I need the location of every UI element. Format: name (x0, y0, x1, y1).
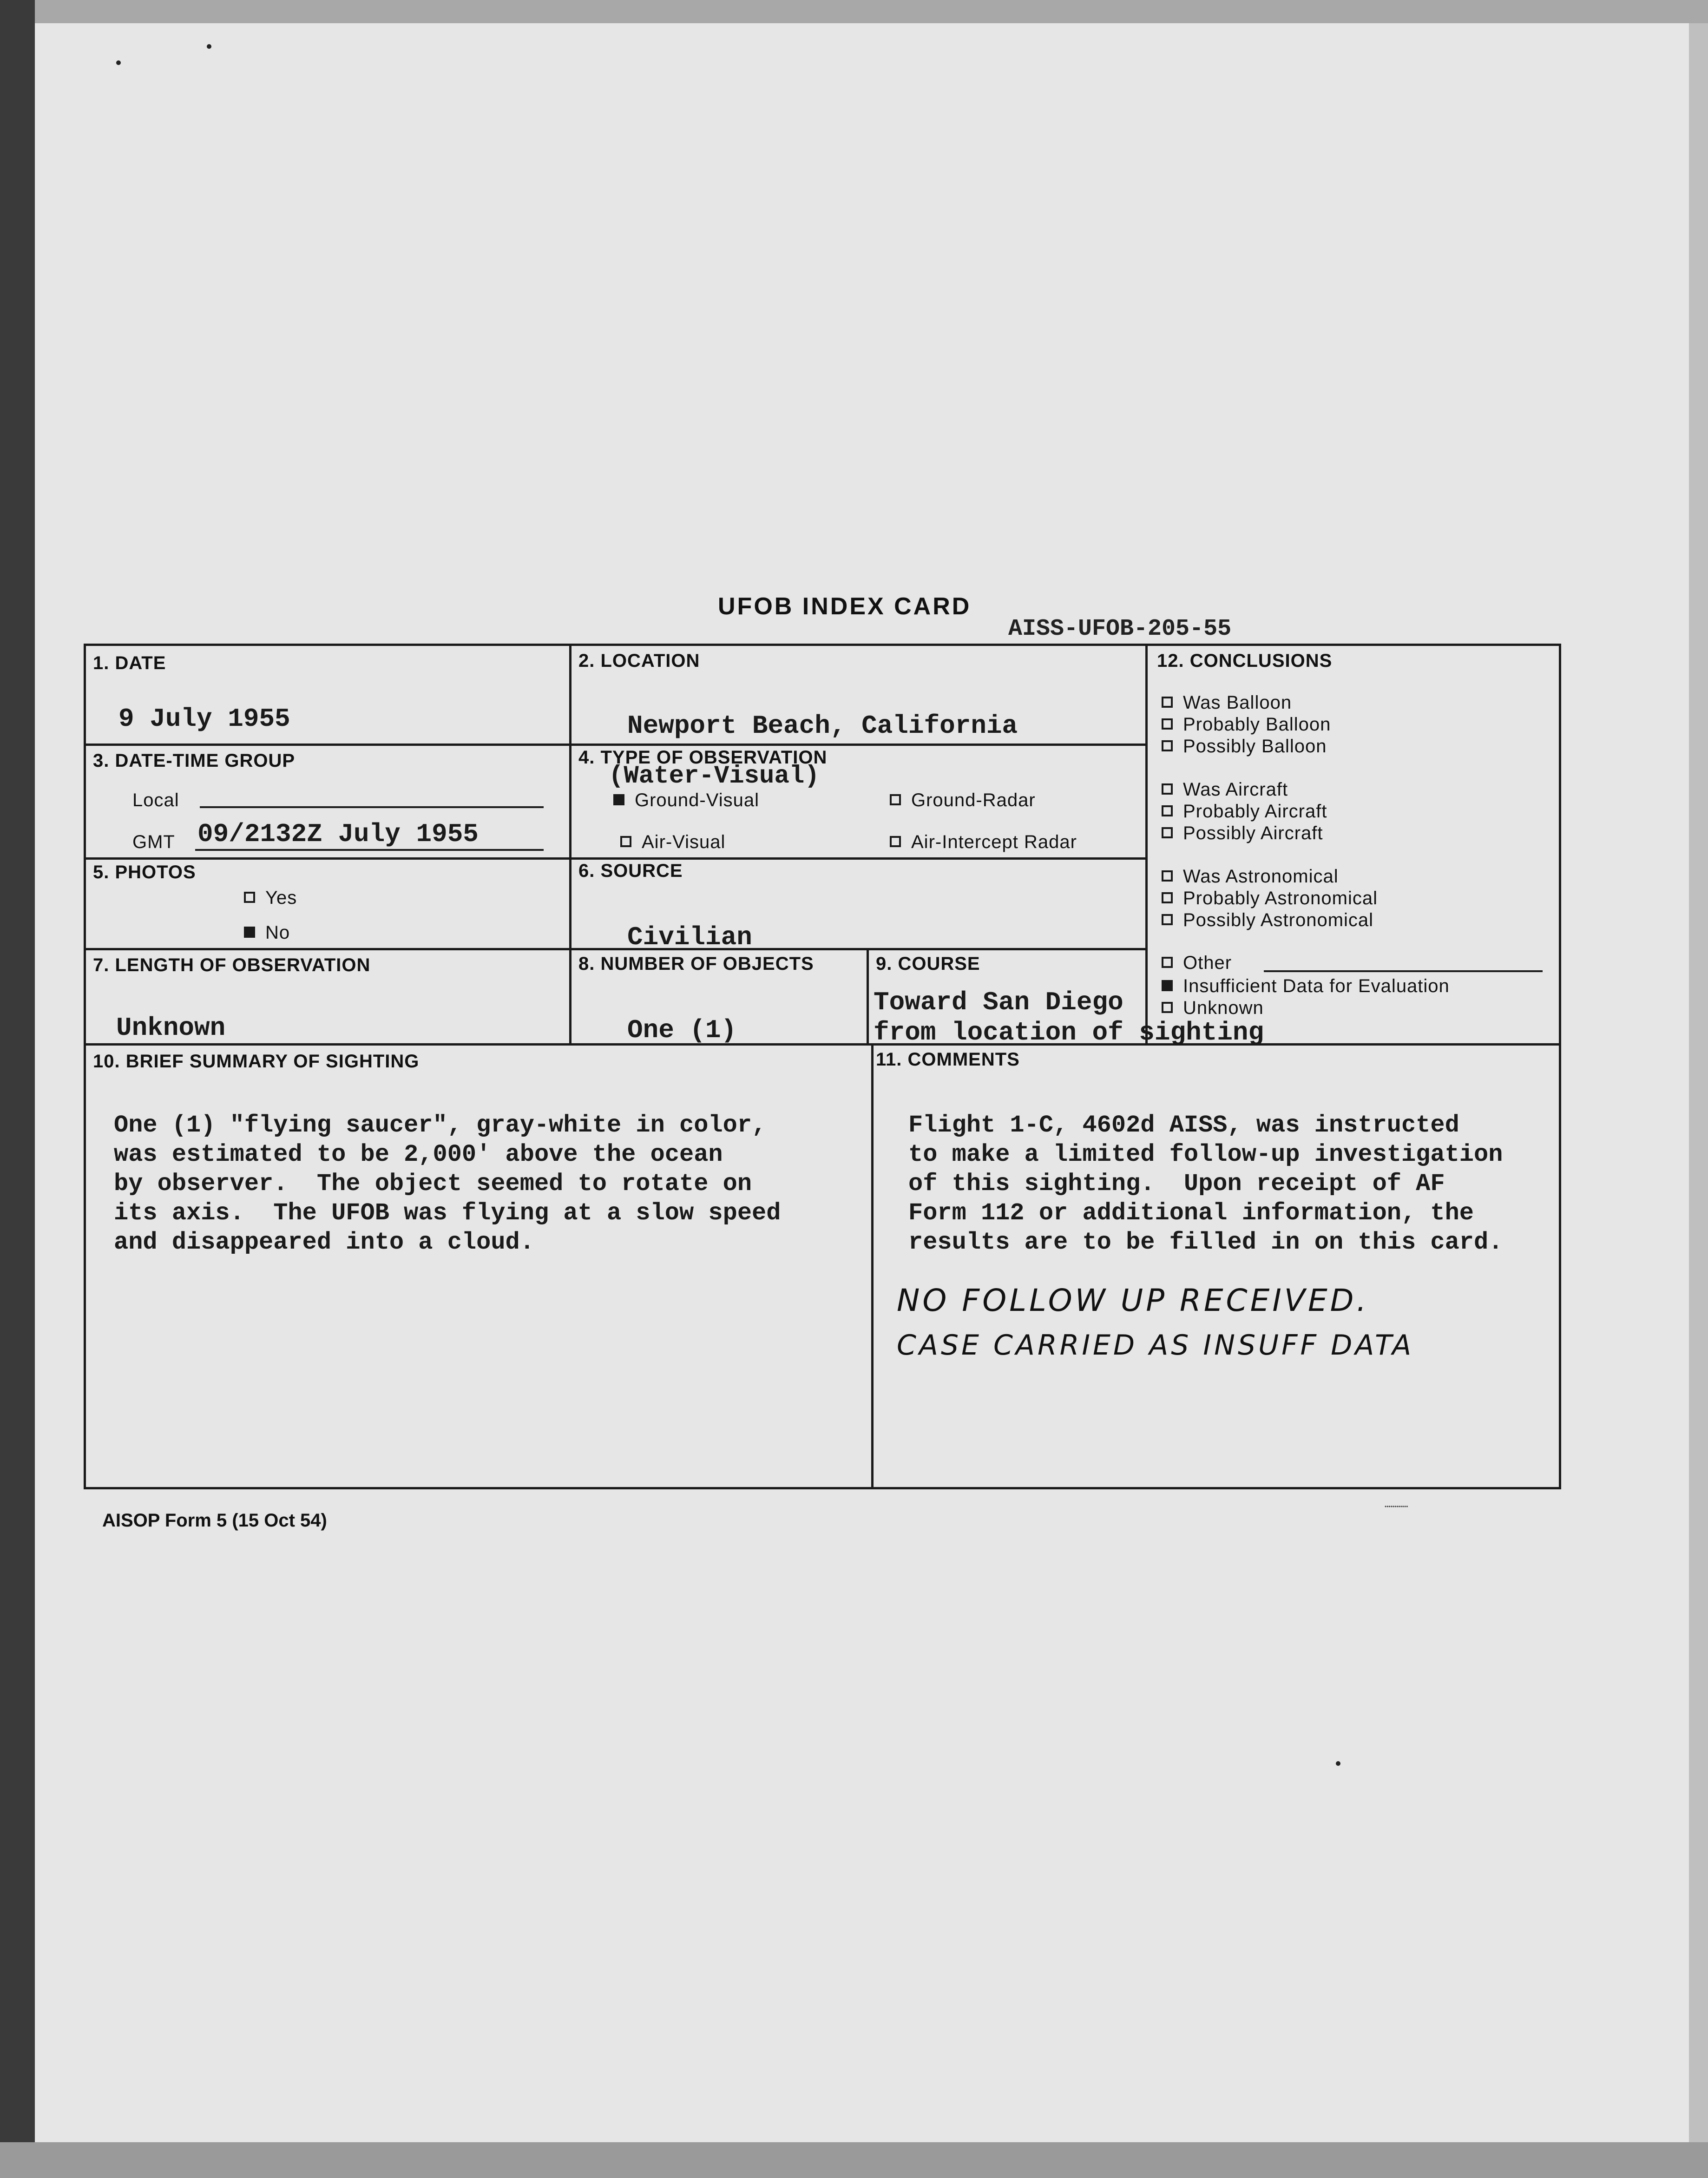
form-id: AISOP Form 5 (15 Oct 54) (102, 1510, 327, 1531)
source-value: Civilian (627, 922, 752, 952)
observation-note: (Water-Visual) (609, 762, 820, 790)
course-line-2: from location of sighting (874, 1018, 1264, 1047)
gmt-value: 09/2132Z July 1955 (197, 819, 479, 849)
date-label: 1. DATE (93, 653, 166, 673)
other-underline (1264, 970, 1543, 972)
gmt-label: GMT (132, 832, 175, 852)
comments-line: Form 112 or additional information, the (908, 1199, 1474, 1227)
conclusion-label: Possibly Astronomical (1183, 910, 1374, 930)
conclusion-label: Was Astronomical (1183, 866, 1339, 887)
conclusions-label: 12. CONCLUSIONS (1157, 651, 1333, 671)
ground-radar-option[interactable] (890, 790, 1036, 811)
conclusion-possibly-astronomical[interactable] (1162, 910, 1373, 931)
checkbox[interactable] (1162, 1002, 1173, 1013)
summary-text (114, 1111, 781, 1257)
conclusion-probably-astronomical[interactable] (1162, 888, 1378, 909)
checkbox[interactable] (1162, 827, 1173, 838)
conclusion-probably-aircraft[interactable] (1162, 801, 1327, 822)
local-label: Local (132, 790, 179, 810)
comments-line: results are to be filled in on this card. (908, 1229, 1503, 1256)
conclusion-probably-balloon[interactable] (1162, 714, 1331, 735)
card-number: AISS-UFOB-205-55 (1008, 616, 1232, 642)
comments-label: 11. COMMENTS (876, 1049, 1020, 1070)
conclusion-label: Probably Astronomical (1183, 888, 1378, 908)
handwritten-note-1: NO FOLLOW UP RECEIVED. (897, 1283, 1369, 1318)
scan-edge-bottom (0, 2142, 1708, 2178)
conclusion-label: Possibly Balloon (1183, 736, 1327, 757)
conclusion-label: Unknown (1183, 998, 1264, 1018)
course-label: 9. COURSE (876, 954, 980, 974)
objects-label: 8. NUMBER OF OBJECTS (578, 954, 814, 974)
length-value: Unknown (116, 1013, 226, 1043)
divider (871, 1043, 874, 1487)
date-value: 9 July 1955 (118, 704, 290, 734)
checkbox[interactable] (244, 892, 255, 903)
air-intercept-radar-label: Air-Intercept Radar (911, 832, 1077, 852)
comments-line: Flight 1-C, 4602d AISS, was instructed (908, 1112, 1459, 1139)
comments-line: to make a limited follow-up investigation (908, 1141, 1503, 1168)
summary-line: and disappeared into a cloud. (114, 1229, 534, 1256)
conclusion-label: Was Balloon (1183, 692, 1292, 713)
divider (569, 644, 572, 1043)
photos-no-label: No (265, 922, 290, 943)
comments-text (908, 1111, 1503, 1257)
air-intercept-radar-option[interactable] (890, 832, 1077, 853)
conclusion-possibly-aircraft[interactable] (1162, 823, 1323, 844)
checkbox[interactable] (1162, 870, 1173, 882)
summary-line: was estimated to be 2,000' above the ocean (114, 1141, 723, 1168)
handwritten-note-2: CASE CARRIED AS INSUFF DATA (897, 1329, 1414, 1362)
air-visual-option[interactable] (620, 832, 725, 853)
scan-speck (116, 60, 121, 65)
source-label: 6. SOURCE (578, 861, 683, 881)
checkbox[interactable] (1162, 914, 1173, 925)
checkbox[interactable] (1162, 957, 1173, 968)
date-time-group-label: 3. DATE-TIME GROUP (93, 750, 296, 771)
summary-label: 10. BRIEF SUMMARY OF SIGHTING (93, 1051, 420, 1072)
photos-yes-option[interactable] (244, 888, 297, 908)
scan-edge-top (0, 0, 1708, 23)
divider (84, 948, 1145, 950)
local-underline (200, 806, 544, 808)
conclusion-possibly-balloon[interactable] (1162, 736, 1327, 757)
checkbox[interactable] (1162, 805, 1173, 816)
course-line-1: Toward San Diego (874, 987, 1123, 1017)
conclusion-label: Possibly Aircraft (1183, 823, 1323, 843)
conclusion-other[interactable] (1162, 953, 1232, 974)
divider (1145, 644, 1148, 1043)
divider (867, 950, 869, 1043)
ground-radar-label: Ground-Radar (911, 790, 1036, 810)
card-title: UFOB INDEX CARD (718, 593, 972, 620)
checkbox-checked[interactable] (1162, 980, 1173, 991)
conclusion-label: Insufficient Data for Evaluation (1183, 976, 1450, 996)
air-visual-label: Air-Visual (642, 832, 726, 852)
conclusion-unknown[interactable] (1162, 998, 1264, 1019)
checkbox-checked[interactable] (244, 927, 255, 938)
comments-line: of this sighting. Upon receipt of AF (908, 1170, 1445, 1198)
ground-visual-option[interactable] (613, 790, 759, 811)
summary-line: One (1) "flying saucer", gray-white in color, (114, 1112, 767, 1139)
gmt-underline (195, 849, 544, 851)
location-label: 2. LOCATION (578, 651, 700, 671)
conclusion-label: Probably Aircraft (1183, 801, 1327, 822)
ground-visual-label: Ground-Visual (635, 790, 759, 810)
objects-value: One (1) (627, 1015, 737, 1045)
location-value: Newport Beach, California (627, 711, 1018, 741)
scan-speck (1336, 1761, 1340, 1766)
checkbox[interactable] (1162, 892, 1173, 903)
summary-line: by observer. The object seemed to rotate on (114, 1170, 752, 1198)
conclusion-was-balloon[interactable] (1162, 692, 1292, 713)
conclusion-label: Probably Balloon (1183, 714, 1331, 735)
conclusion-insufficient-data[interactable] (1162, 976, 1450, 997)
conclusion-was-astronomical[interactable] (1162, 866, 1339, 887)
conclusion-label: Other (1183, 953, 1232, 973)
photos-yes-label: Yes (265, 888, 297, 908)
checkbox[interactable] (890, 794, 901, 805)
divider (84, 744, 1145, 746)
checkbox[interactable] (1162, 783, 1173, 795)
length-label: 7. LENGTH OF OBSERVATION (93, 955, 371, 975)
conclusion-label: Was Aircraft (1183, 779, 1288, 800)
printer-mark: •••••••••••• (1385, 1503, 1408, 1510)
summary-line: its axis. The UFOB was flying at a slow speed (114, 1199, 781, 1227)
divider (84, 857, 1145, 860)
type-of-observation-label: 4. TYPE OF OBSERVATION (578, 747, 828, 768)
photos-label: 5. PHOTOS (93, 862, 196, 882)
scan-edge-left (0, 0, 35, 2178)
checkbox[interactable] (890, 836, 901, 847)
divider (84, 1043, 1561, 1046)
photos-no-option[interactable] (244, 922, 290, 943)
conclusion-was-aircraft[interactable] (1162, 779, 1288, 800)
checkbox[interactable] (1162, 718, 1173, 730)
checkbox[interactable] (1162, 697, 1173, 708)
checkbox-checked[interactable] (613, 794, 624, 805)
scan-speck (207, 44, 211, 49)
checkbox[interactable] (620, 836, 631, 847)
checkbox[interactable] (1162, 740, 1173, 751)
